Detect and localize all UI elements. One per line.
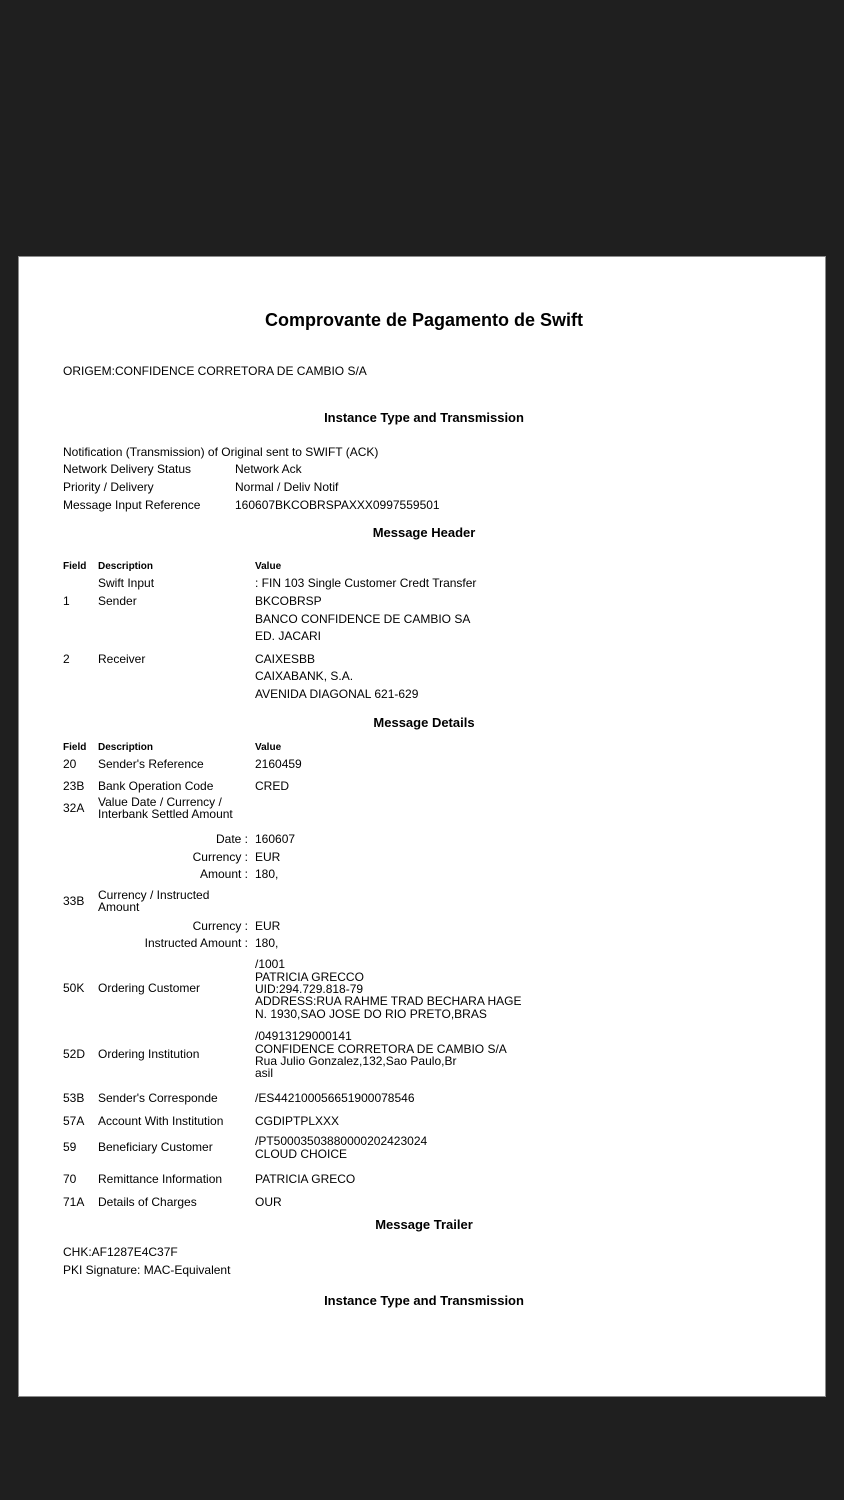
row-columns (63, 778, 785, 796)
row-columns (63, 1135, 785, 1160)
field-cell: 23B (63, 779, 85, 794)
value-line: N. 1930,SAO JOSE DO RIO PRETO,BRAS (255, 1006, 487, 1021)
value-line: /04913129000141 (255, 1029, 352, 1044)
document-title: Comprovante de Pagamento de Swift (264, 310, 584, 330)
description-line: Ordering Customer (98, 981, 201, 996)
value-cell (255, 1194, 785, 1212)
description-line: Currency / Instructed (98, 887, 210, 902)
value-line: BKCOBRSP (255, 593, 322, 608)
detail-row-32A (63, 796, 785, 884)
transmission-row (63, 479, 785, 497)
subrow-value: EUR (255, 849, 281, 864)
sub-row (63, 849, 785, 867)
row-columns (63, 575, 785, 593)
message-header-rows (63, 575, 785, 703)
value-line: CAIXABANK, S.A. (255, 669, 354, 684)
value-line: /PT50003503880000202423024 (255, 1134, 428, 1149)
message-details-rows (63, 756, 785, 1212)
detail-row-23B (63, 778, 785, 796)
row-columns (63, 1090, 785, 1108)
value-line: /1001 (255, 957, 286, 972)
description-line: Bank Operation Code (98, 779, 214, 794)
row-columns (63, 796, 785, 821)
detail-row-71A (63, 1194, 785, 1212)
row-columns (63, 593, 785, 646)
detail-row-70 (63, 1171, 785, 1189)
transmission-value: Network Ack (235, 462, 302, 477)
header-row-2 (63, 651, 785, 704)
value-cell (255, 756, 785, 774)
detail-row-59 (63, 1135, 785, 1160)
description-line: Account With Institution (98, 1113, 224, 1128)
value-line: CONFIDENCE CORRETORA DE CAMBIO S/A (255, 1041, 507, 1056)
row-columns (63, 1030, 785, 1080)
description-cell (98, 889, 255, 914)
detail-row-50K (63, 958, 785, 1020)
subrow-label: Currency : (192, 918, 248, 933)
value-cell (255, 1171, 785, 1189)
detail-row-53B (63, 1090, 785, 1108)
description-line: Amount (98, 900, 140, 915)
section-heading-instance-type: Instance Type and Transmission (324, 409, 524, 425)
transmission-label: Priority / Delivery (63, 480, 154, 495)
row-columns (63, 889, 785, 914)
description-line: Details of Charges (98, 1194, 197, 1209)
value-cell (255, 1135, 785, 1160)
row-columns (63, 756, 785, 774)
column-header-description: Description (98, 741, 154, 753)
row-columns (63, 1171, 785, 1189)
transmission-value: 160607BKCOBRSPAXXX0997559501 (235, 497, 440, 512)
message-trailer-block (63, 1244, 785, 1279)
value-line: ED. JACARI (255, 629, 322, 644)
subrow-value: EUR (255, 918, 281, 933)
value-line: OUR (255, 1194, 282, 1209)
value-line: CLOUD CHOICE (255, 1146, 348, 1161)
row-columns (63, 1194, 785, 1212)
transmission-rows (63, 461, 785, 514)
description-cell: Receiver (98, 651, 146, 666)
section-heading-message-details: Message Details (373, 714, 475, 730)
field-cell: 59 (63, 1139, 77, 1154)
value-line: : FIN 103 Single Customer Credt Transfer (255, 576, 477, 591)
section-heading-message-header: Message Header (372, 524, 476, 540)
field-cell: 52D (63, 1047, 86, 1062)
header-row-1 (63, 593, 785, 646)
value-line: ADDRESS:RUA RAHME TRAD BECHARA HAGE (255, 994, 522, 1009)
description-line: Ordering Institution (98, 1047, 200, 1062)
subrow-label: Amount : (199, 867, 248, 882)
row-columns (63, 958, 785, 1020)
detail-row-52D (63, 1030, 785, 1080)
value-line: /ES442100056651900078546 (255, 1090, 415, 1105)
detail-row-20 (63, 756, 785, 774)
value-cell (255, 575, 785, 593)
field-cell: 50K (63, 981, 85, 996)
row-columns (63, 1113, 785, 1131)
description-cell (98, 980, 255, 998)
trailer-line: CHK:AF1287E4C37F (63, 1245, 178, 1260)
description-line: Beneficiary Customer (98, 1139, 213, 1154)
sub-row (63, 918, 785, 936)
table-header-row (63, 740, 785, 756)
description-cell (98, 1171, 255, 1189)
value-line: CRED (255, 779, 290, 794)
sub-row (63, 831, 785, 849)
subrow-value: 160607 (255, 831, 296, 846)
description-line: Sender's Corresponde (98, 1090, 218, 1105)
value-line: UID:294.729.818-79 (255, 982, 364, 996)
notification-line: Notification (Transmission) of Original sent to SWIFT (ACK) (63, 444, 379, 459)
description-cell (98, 778, 255, 796)
description-cell (98, 1046, 255, 1064)
sub-row (63, 866, 785, 884)
value-line: AVENIDA DIAGONAL 621-629 (255, 686, 419, 701)
value-cell (255, 651, 785, 704)
detail-row-57A (63, 1113, 785, 1131)
value-cell (255, 1030, 785, 1080)
description-cell: Swift Input (98, 576, 155, 591)
row-columns (63, 651, 785, 704)
field-cell: 2 (63, 651, 70, 666)
value-cell (255, 1090, 785, 1108)
column-header-value: Value (255, 560, 282, 572)
value-line: CGDIPTPLXXX (255, 1113, 340, 1128)
transmission-label: Network Delivery Status (63, 462, 192, 477)
field-cell: 20 (63, 756, 77, 771)
sub-row (63, 935, 785, 953)
description-cell (98, 796, 255, 821)
description-cell (98, 1113, 255, 1131)
field-cell: 70 (63, 1172, 77, 1187)
value-line: CAIXESBB (255, 651, 316, 666)
column-header-value: Value (255, 741, 282, 753)
section-heading-instance-type-footer: Instance Type and Transmission (324, 1292, 524, 1308)
message-header-table (63, 558, 785, 704)
sub-rows (63, 831, 785, 884)
field-cell: 71A (63, 1194, 85, 1209)
description-cell (98, 756, 255, 774)
description-cell (98, 1090, 255, 1108)
document-page (18, 256, 826, 1397)
subrow-label: Instructed Amount : (144, 936, 248, 951)
value-cell (255, 593, 785, 646)
value-cell (255, 778, 785, 796)
transmission-row (63, 461, 785, 479)
subrow-value: 180, (255, 936, 279, 951)
sub-rows (63, 918, 785, 953)
column-header-description: Description (98, 560, 154, 572)
description-line: Remittance Information (98, 1172, 223, 1187)
column-header-field: Field (63, 560, 87, 572)
field-cell: 57A (63, 1113, 85, 1128)
trailer-line: PKI Signature: MAC-Equivalent (63, 1263, 231, 1278)
description-line: Value Date / Currency / (98, 795, 222, 810)
field-cell: 53B (63, 1090, 85, 1105)
detail-row-33B (63, 889, 785, 953)
value-cell (255, 1113, 785, 1131)
table-header-row (63, 558, 785, 576)
value-line: 2160459 (255, 756, 302, 771)
field-cell: 32A (63, 800, 85, 815)
value-line: BANCO CONFIDENCE DE CAMBIO SA (255, 611, 471, 626)
description-cell (98, 1194, 255, 1212)
subrow-label: Currency : (192, 849, 248, 864)
value-line: PATRICIA GRECO (255, 1172, 356, 1187)
subrow-label: Date : (215, 831, 248, 846)
description-line: Sender's Reference (98, 756, 204, 771)
transmission-value: Normal / Deliv Notif (235, 480, 339, 495)
transmission-label: Message Input Reference (63, 497, 201, 512)
description-cell (98, 1139, 255, 1157)
section-heading-message-trailer: Message Trailer (375, 1217, 473, 1233)
page-content (19, 308, 825, 1309)
message-details-table (63, 740, 785, 1212)
transmission-row (63, 497, 785, 515)
description-line: Interbank Settled Amount (98, 807, 233, 822)
subrow-value: 180, (255, 867, 279, 882)
description-cell: Sender (98, 593, 137, 608)
value-cell (255, 958, 785, 1020)
origin-line: ORIGEM:CONFIDENCE CORRETORA DE CAMBIO S/A (63, 364, 367, 378)
field-cell: 33B (63, 893, 85, 908)
column-header-field: Field (63, 741, 87, 753)
value-line: PATRICIA GRECCO (255, 969, 364, 984)
header-row-swift-input (63, 575, 785, 593)
value-line: Rua Julio Gonzalez,132,Sao Paulo,Br (255, 1054, 457, 1069)
transmission-block (63, 444, 785, 515)
field-cell: 1 (63, 593, 70, 608)
value-line: asil (255, 1066, 274, 1081)
